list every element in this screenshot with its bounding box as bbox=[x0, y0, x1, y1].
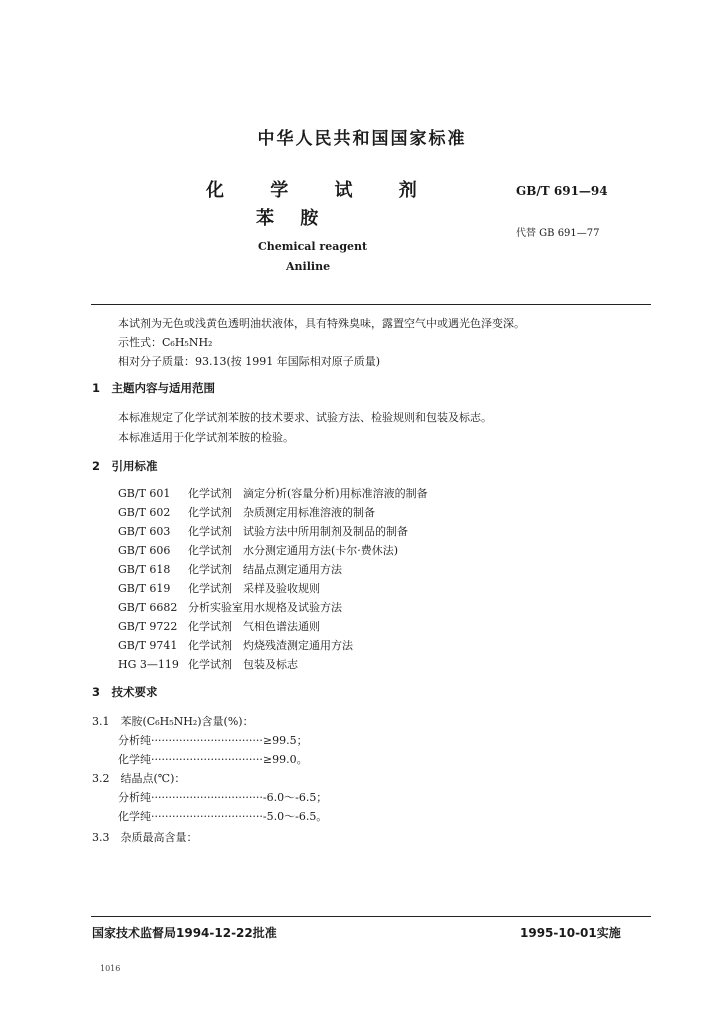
intro-line: 本试剂为无色或浅黄色透明油状液体，具有特殊臭味，露置空气中或遇光色泽变深。 bbox=[118, 317, 525, 330]
reference-code: GB/T 9741 bbox=[118, 639, 178, 652]
requirement-item: 化学纯································-5.0～-6.5。 bbox=[118, 810, 328, 823]
reference-code: GB/T 602 bbox=[118, 506, 171, 519]
reference-text: 化学试剂 杂质测定用标准溶液的制备 bbox=[188, 506, 375, 519]
requirement-item: 分析纯································≥99.5； bbox=[118, 734, 308, 747]
title-line-1: 化 学 试 剂 bbox=[206, 180, 417, 201]
reference-code: GB/T 9722 bbox=[118, 620, 178, 633]
reference-item bbox=[118, 656, 298, 672]
page-number: 1016 bbox=[100, 964, 121, 973]
section-1-line: 本标准适用于化学试剂苯胺的检验。 bbox=[118, 431, 294, 444]
english-title-1: Chemical reagent bbox=[258, 240, 368, 253]
reference-item bbox=[118, 561, 342, 577]
reference-code: GB/T 618 bbox=[118, 563, 171, 576]
reference-text: 化学试剂 气相色谱法通则 bbox=[188, 620, 320, 633]
effective-date: 1995-10-01实施 bbox=[520, 926, 621, 940]
replaces-standard: 代替 GB 691—77 bbox=[516, 228, 600, 239]
reference-text: 化学试剂 包装及标志 bbox=[188, 658, 298, 671]
reference-text: 化学试剂 结晶点测定通用方法 bbox=[188, 563, 342, 576]
section-3-title: 3 技术要求 bbox=[92, 685, 158, 699]
reference-code: HG 3—119 bbox=[118, 658, 179, 671]
requirement-item: 3.1 苯胺(C₆H₅NH₂)含量(%)： bbox=[92, 715, 254, 728]
requirement-item: 化学纯································≥99.0。 bbox=[118, 753, 308, 766]
requirement-item: 3.2 结晶点(℃)： bbox=[92, 772, 186, 785]
reference-code: GB/T 6682 bbox=[118, 601, 178, 614]
section-1-line: 本标准规定了化学试剂苯胺的技术要求、试验方法、检验规则和包装及标志。 bbox=[118, 411, 492, 424]
standard-number: GB/T 691—94 bbox=[516, 184, 608, 198]
top-divider bbox=[91, 304, 651, 305]
approval-date: 国家技术监督局1994-12-22批准 bbox=[92, 926, 277, 940]
reference-item bbox=[118, 504, 375, 520]
standard-header: 中华人民共和国国家标准 bbox=[257, 129, 467, 149]
reference-item bbox=[118, 542, 398, 558]
requirement-item: 3.3 杂质最高含量： bbox=[92, 831, 198, 844]
reference-item bbox=[118, 580, 320, 596]
title-line-2: 苯 胺 bbox=[256, 208, 319, 229]
intro-line: 相对分子质量：93.13(按 1991 年国际相对原子质量) bbox=[118, 355, 381, 368]
reference-text: 化学试剂 采样及验收规则 bbox=[188, 582, 320, 595]
section-2-title: 2 引用标准 bbox=[92, 459, 158, 473]
reference-item bbox=[118, 599, 342, 615]
reference-code: GB/T 619 bbox=[118, 582, 171, 595]
reference-item bbox=[118, 618, 320, 634]
reference-text: 化学试剂 试验方法中所用制剂及制品的制备 bbox=[188, 525, 408, 538]
reference-code: GB/T 606 bbox=[118, 544, 171, 557]
reference-text: 化学试剂 滴定分析(容量分析)用标准溶液的制备 bbox=[188, 487, 428, 500]
requirement-item: 分析纯································-6.0～-6.5； bbox=[118, 791, 328, 804]
bottom-divider bbox=[91, 916, 651, 917]
reference-item bbox=[118, 637, 353, 653]
english-title-2: Aniline bbox=[286, 260, 331, 273]
reference-code: GB/T 601 bbox=[118, 487, 171, 500]
section-1-title: 1 主题内容与适用范围 bbox=[92, 381, 216, 395]
reference-text: 化学试剂 水分测定通用方法(卡尔·费休法) bbox=[188, 544, 399, 557]
intro-line: 示性式：C₆H₅NH₂ bbox=[118, 336, 213, 349]
reference-item bbox=[118, 485, 428, 501]
reference-code: GB/T 603 bbox=[118, 525, 171, 538]
reference-text: 分析实验室用水规格及试验方法 bbox=[188, 601, 342, 614]
reference-item bbox=[118, 523, 408, 539]
reference-text: 化学试剂 灼烧残渣测定通用方法 bbox=[188, 639, 353, 652]
